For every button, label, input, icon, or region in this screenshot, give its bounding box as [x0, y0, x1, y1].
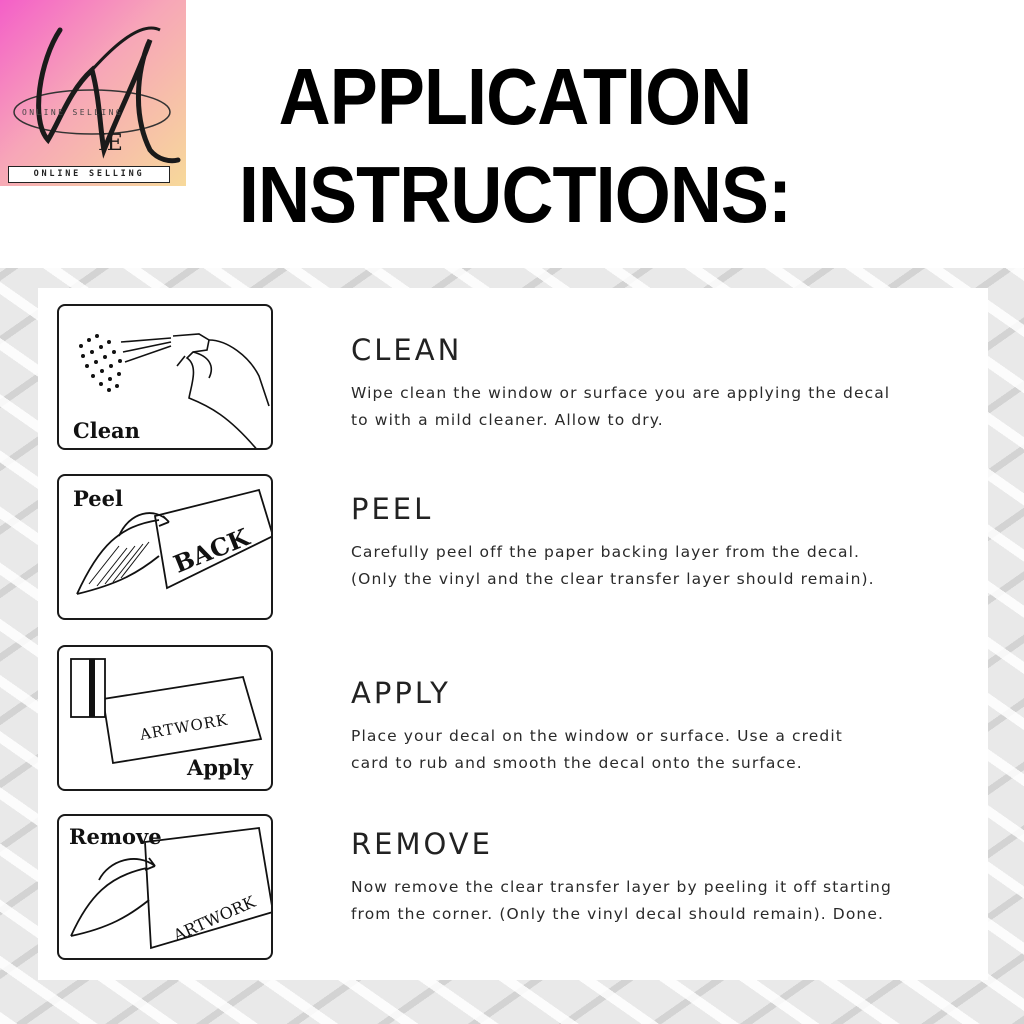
peel-card-text: BACK [169, 522, 254, 579]
apply-card-label: Apply [187, 755, 253, 780]
monogram-graphic [0, 0, 186, 186]
peel-card-label: Peel [73, 486, 123, 511]
clean-heading: CLEAN [351, 333, 463, 367]
remove-card-label: Remove [69, 824, 162, 849]
remove-card-text: ARTWORK [170, 892, 259, 946]
clean-text-line-2: to with a mild cleaner. Allow to dry. [351, 411, 664, 429]
peel-text-line-2: (Only the vinyl and the clear transfer layer should remain). [351, 570, 875, 588]
peel-text-line-1: Carefully peel off the paper backing layer from the decal. [351, 543, 861, 561]
apply-illustration-card [57, 645, 273, 791]
peel-heading: PEEL [351, 492, 434, 526]
page-title [223, 48, 808, 244]
title-line-2: INSTRUCTIONS: [238, 150, 792, 239]
remove-heading: REMOVE [351, 827, 493, 861]
apply-text-line-1: Place your decal on the window or surface. Use a credit [351, 727, 843, 745]
clean-illustration-card [57, 304, 273, 450]
remove-illustration-card [57, 814, 273, 960]
apply-heading: APPLY [351, 676, 451, 710]
apply-card-text: ARTWORK [138, 710, 230, 744]
logo-ring-text: ONLINE SELLING [22, 108, 124, 117]
brand-logo [0, 0, 186, 186]
logo-tagline: ONLINE SELLING [8, 166, 170, 183]
remove-text-line-2: from the corner. (Only the vinyl decal should remain). Done. [351, 905, 884, 923]
title-line-1: APPLICATION [278, 52, 752, 141]
clean-card-label: Clean [73, 418, 140, 443]
apply-text-line-2: card to rub and smooth the decal onto the surface. [351, 754, 803, 772]
svg-text:IE: IE [98, 131, 123, 156]
remove-text-line-1: Now remove the clear transfer layer by peeling it off starting [351, 878, 892, 896]
clean-text-line-1: Wipe clean the window or surface you are applying the decal [351, 384, 891, 402]
peel-illustration-card [57, 474, 273, 620]
